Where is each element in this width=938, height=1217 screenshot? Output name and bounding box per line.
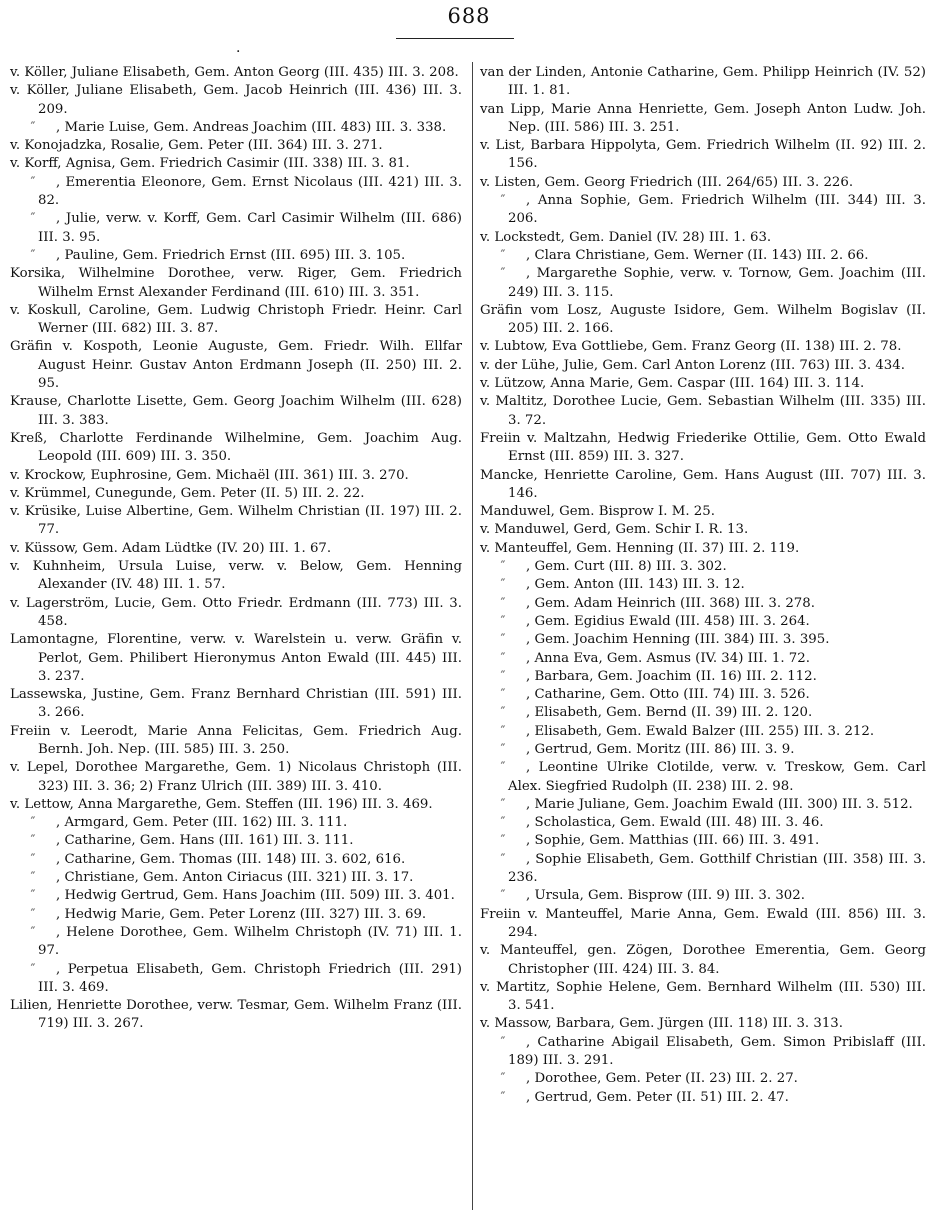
index-entry: v. Manteuffel, Gem. Henning (II. 37) III. 2. 119. <box>480 540 800 556</box>
ditto-mark: ″ <box>500 888 506 904</box>
index-entry: v. Kuhnheim, Ursula Luise, verw. v. Below, Gem. Henning Alexander (IV. 48) III. 1. 57. <box>10 559 462 593</box>
index-entry-ditto: ″ , Pauline, Gem. Friedrich Ernst (III. 695) III. 3. 105. <box>10 247 462 265</box>
index-entry: v. Köller, Juliane Elisabeth, Gem. Jacob Heinrich (III. 436) III. 3. 209. <box>10 83 462 117</box>
index-entry: v. Maltitz, Dorothee Lucie, Gem. Sebastian Wilhelm (III. 335) III. 3. 72. <box>480 394 926 428</box>
index-entry-ditto: ″ , Catharine, Gem. Thomas (III. 148) III. 3. 602, 616. <box>10 851 462 869</box>
ditto-mark: ″ <box>30 247 36 263</box>
ditto-mark: ″ <box>500 632 506 648</box>
index-entry: v. Lagerström, Lucie, Gem. Otto Friedr. Erdmann (III. 773) III. 3. 458. <box>10 595 462 629</box>
ditto-mark: ″ <box>500 559 506 575</box>
index-entry: v. der Lühe, Julie, Gem. Carl Anton Lorenz (III. 763) III. 3. 434. <box>480 357 905 373</box>
index-entry: van Lipp, Marie Anna Henriette, Gem. Joseph Anton Ludw. Joh. Nep. (III. 586) III. 3. 251. <box>480 101 926 135</box>
index-entry: v. Krümmel, Cunegunde, Gem. Peter (II. 5) III. 2. 22. <box>10 485 365 501</box>
index-entry-ditto: ″ , Scholastica, Gem. Ewald (III. 48) III. 3. 46. <box>480 814 926 832</box>
index-entry-ditto: ″ , Dorothee, Gem. Peter (II. 23) III. 2. 27. <box>480 1070 926 1088</box>
ditto-mark: ″ <box>500 613 506 629</box>
ditto-mark: ″ <box>500 1034 506 1050</box>
ditto-mark: ″ <box>500 247 506 263</box>
index-entry-ditto: ″ , Sophie Elisabeth, Gem. Gotthilf Christian (III. 358) III. 3. 236. <box>480 851 926 888</box>
ditto-mark: ″ <box>30 211 36 227</box>
index-entry: v. Manduwel, Gerd, Gem. Schir I. R. 13. <box>480 522 749 538</box>
index-entry-ditto: ″ , Leontine Ulrike Clotilde, verw. v. Treskow, Gem. Carl Alex. Siegfried Rudolph (II. 238) III. 2. 98. <box>480 759 926 796</box>
index-entry-ditto: ″ , Anna Sophie, Gem. Friedrich Wilhelm (III. 344) III. 3. 206. <box>480 192 926 229</box>
index-entry-ditto: ″ , Sophie, Gem. Matthias (III. 66) III. 3. 491. <box>480 832 926 850</box>
index-entry-ditto: ″ , Ursula, Gem. Bisprow (III. 9) III. 3. 302. <box>480 887 926 905</box>
ditto-mark: ″ <box>500 741 506 757</box>
ditto-mark: ″ <box>30 888 36 904</box>
right-column <box>480 64 926 1107</box>
index-entry-ditto: ″ , Gem. Anton (III. 143) III. 3. 12. <box>480 576 926 594</box>
index-entry-ditto: ″ , Gem. Joachim Henning (III. 384) III. 3. 395. <box>480 631 926 649</box>
index-entry: v. Lockstedt, Gem. Daniel (IV. 28) III. 1. 63. <box>480 229 772 245</box>
index-entry-ditto: ″ , Barbara, Gem. Joachim (II. 16) III. 2. 112. <box>480 668 926 686</box>
ditto-mark: ″ <box>500 851 506 867</box>
index-entry-ditto: ″ , Elisabeth, Gem. Bernd (II. 39) III. 2. 120. <box>480 704 926 722</box>
index-entry-ditto: ″ , Gem. Adam Heinrich (III. 368) III. 3. 278. <box>480 595 926 613</box>
index-entry-ditto: ″ , Hedwig Gertrud, Gem. Hans Joachim (III. 509) III. 3. 401. <box>10 887 462 905</box>
ditto-mark: ″ <box>30 961 36 977</box>
ditto-mark: ″ <box>30 174 36 190</box>
ditto-mark: ″ <box>30 870 36 886</box>
index-entry: v. Manteuffel, gen. Zögen, Dorothee Emerentia, Gem. Georg Christopher (III. 424) III. 3. 84. <box>480 943 926 977</box>
index-entry: v. Koskull, Caroline, Gem. Ludwig Christoph Friedr. Heinr. Carl Werner (III. 682) III. 3. 87. <box>10 302 462 337</box>
index-entry-ditto: ″ , Catharine, Gem. Hans (III. 161) III. 3. 111. <box>10 832 462 850</box>
header-rule <box>396 38 514 39</box>
ditto-mark: ″ <box>500 595 506 611</box>
index-entry: v. Listen, Gem. Georg Friedrich (III. 264/65) III. 3. 226. <box>480 174 854 190</box>
ditto-mark: ″ <box>500 577 506 593</box>
index-entry-ditto: ″ , Hedwig Marie, Gem. Peter Lorenz (III. 327) III. 3. 69. <box>10 906 462 924</box>
ditto-mark: ″ <box>500 723 506 739</box>
page-number: 688 <box>447 4 491 28</box>
index-entry: v. Köller, Juliane Elisabeth, Gem. Anton Georg (III. 435) III. 3. 208. <box>10 65 459 80</box>
ditto-mark: ″ <box>500 687 506 703</box>
index-entry: v. Massow, Barbara, Gem. Jürgen (III. 118) III. 3. 313. <box>480 1016 843 1032</box>
index-entry: v. Lettow, Anna Margarethe, Gem. Steffen (III. 196) III. 3. 469. <box>10 796 433 812</box>
ditto-mark: ″ <box>30 119 36 135</box>
index-entry: v. Lubtow, Eva Gottliebe, Gem. Franz Georg (II. 138) III. 2. 78. <box>480 339 902 355</box>
ditto-mark: ″ <box>500 650 506 666</box>
index-entry: v. Konojadzka, Rosalie, Gem. Peter (III. 364) III. 3. 271. <box>10 138 383 154</box>
index-entry-ditto: ″ , Julie, verw. v. Korff, Gem. Carl Casimir Wilhelm (III. 686) III. 3. 95. <box>10 210 462 247</box>
index-entry-ditto: ″ , Elisabeth, Gem. Ewald Balzer (III. 255) III. 3. 212. <box>480 723 926 741</box>
ditto-mark: ″ <box>500 1071 506 1087</box>
ditto-mark: ″ <box>500 796 506 812</box>
index-entry-ditto: ″ , Gem. Egidius Ewald (III. 458) III. 3. 264. <box>480 613 926 631</box>
ditto-mark: ″ <box>500 193 506 209</box>
index-entry: Freiin v. Manteuffel, Marie Anna, Gem. Ewald (III. 856) III. 3. 294. <box>480 906 926 940</box>
index-entry: Mancke, Henriette Caroline, Gem. Hans August (III. 707) III. 3. 146. <box>480 467 926 501</box>
ditto-mark: ″ <box>30 906 36 922</box>
index-entry: v. Korff, Agnisa, Gem. Friedrich Casimir (III. 338) III. 3. 81. <box>10 156 410 172</box>
index-entry: v. Martitz, Sophie Helene, Gem. Bernhard Wilhelm (III. 530) III. 3. 541. <box>480 979 926 1014</box>
index-entry: Gräfin v. Kospoth, Leonie Auguste, Gem. Friedr. Wilh. Ellfar August Heinr. Gustav Anton Erdmann Joseph (II. 250) III. 2. 95. <box>10 339 462 392</box>
index-entry: v. Krockow, Euphrosine, Gem. Michaël (III. 361) III. 3. 270. <box>10 467 409 483</box>
index-entry-ditto: ″ , Emerentia Eleonore, Gem. Ernst Nicolaus (III. 421) III. 3. 82. <box>10 174 462 211</box>
ditto-mark: ″ <box>500 760 506 776</box>
index-entry-ditto: ″ , Gertrud, Gem. Peter (II. 51) III. 2. 47. <box>480 1089 926 1107</box>
ditto-mark: ″ <box>500 1089 506 1105</box>
index-entry: Krause, Charlotte Lisette, Gem. Georg Joachim Wilhelm (III. 628) III. 3. 383. <box>10 394 462 428</box>
index-entry: Gräfin vom Losz, Auguste Isidore, Gem. Wilhelm Bogislav (II. 205) III. 2. 166. <box>480 302 926 337</box>
index-entry: v. Krüsike, Luise Albertine, Gem. Wilhelm Christian (II. 197) III. 2. 77. <box>10 504 462 538</box>
index-entry: Freiin v. Maltzahn, Hedwig Friederike Ottilie, Gem. Otto Ewald Ernst (III. 859) III. 3. 327. <box>480 430 926 465</box>
ditto-mark: ″ <box>30 851 36 867</box>
index-entry: v. Lützow, Anna Marie, Gem. Caspar (III. 164) III. 3. 114. <box>480 376 865 392</box>
ditto-mark: ″ <box>500 705 506 721</box>
index-entry-ditto: ″ , Marie Juliane, Gem. Joachim Ewald (III. 300) III. 3. 512. <box>480 796 926 814</box>
left-column <box>10 64 462 1034</box>
index-entry: Manduwel, Gem. Bisprow I. M. 25. <box>480 504 715 520</box>
index-entry-ditto: ″ , Margarethe Sophie, verw. v. Tornow, Gem. Joachim (III. 249) III. 3. 115. <box>480 265 926 302</box>
index-entry-ditto: ″ , Armgard, Gem. Peter (III. 162) III. 3. 111. <box>10 814 462 832</box>
column-divider <box>472 62 473 1210</box>
ditto-mark: ″ <box>30 833 36 849</box>
header-dot: · <box>236 44 241 60</box>
ditto-mark: ″ <box>500 668 506 684</box>
index-entry: Lassewska, Justine, Gem. Franz Bernhard Christian (III. 591) III. 3. 266. <box>10 687 462 721</box>
ditto-mark: ″ <box>500 833 506 849</box>
index-entry: v. List, Barbara Hippolyta, Gem. Friedrich Wilhelm (II. 92) III. 2. 156. <box>480 138 926 172</box>
index-entry-ditto: ″ , Gertrud, Gem. Moritz (III. 86) III. 3. 9. <box>480 741 926 759</box>
index-entry: Lamontagne, Florentine, verw. v. Warelstein u. verw. Gräfin v. Perlot, Gem. Philibert Hieronymus Anton Ewald (III. 445) III. 3. 237. <box>10 632 462 684</box>
index-entry: Lilien, Henriette Dorothee, verw. Tesmar, Gem. Wilhelm Franz (III. 719) III. 3. 267. <box>10 998 462 1032</box>
index-entry-ditto: ″ , Catharine Abigail Elisabeth, Gem. Simon Pribislaff (III. 189) III. 3. 291. <box>480 1034 926 1071</box>
index-entry: Freiin v. Leerodt, Marie Anna Felicitas, Gem. Friedrich Aug. Bernh. Joh. Nep. (III. 585) III. 3. 250. <box>10 723 462 757</box>
index-entry-ditto: ″ , Anna Eva, Gem. Asmus (IV. 34) III. 1. 72. <box>480 650 926 668</box>
ditto-mark: ″ <box>30 924 36 940</box>
index-entry-ditto: ″ , Helene Dorothee, Gem. Wilhelm Christoph (IV. 71) III. 1. 97. <box>10 924 462 961</box>
index-entry-ditto: ″ , Christiane, Gem. Anton Ciriacus (III. 321) III. 3. 17. <box>10 869 462 887</box>
ditto-mark: ″ <box>500 815 506 831</box>
ditto-mark: ″ <box>30 815 36 831</box>
ditto-mark: ″ <box>500 266 506 282</box>
index-entry-ditto: ″ , Clara Christiane, Gem. Werner (II. 143) III. 2. 66. <box>480 247 926 265</box>
index-entry-ditto: ″ , Perpetua Elisabeth, Gem. Christoph Friedrich (III. 291) III. 3. 469. <box>10 961 462 998</box>
index-entry: van der Linden, Antonie Catharine, Gem. Philipp Heinrich (IV. 52) III. 1. 81. <box>480 65 926 99</box>
index-entry-ditto: ″ , Catharine, Gem. Otto (III. 74) III. 3. 526. <box>480 686 926 704</box>
index-entry: v. Küssow, Gem. Adam Lüdtke (IV. 20) III. 1. 67. <box>10 540 332 556</box>
index-entry: Kreß, Charlotte Ferdinande Wilhelmine, Gem. Joachim Aug. Leopold (III. 609) III. 3. 350. <box>10 430 462 465</box>
index-entry-ditto: ″ , Marie Luise, Gem. Andreas Joachim (III. 483) III. 3. 338. <box>10 119 462 137</box>
index-entry: Korsika, Wilhelmine Dorothee, verw. Riger, Gem. Friedrich Wilhelm Ernst Alexander Ferdinand (III. 610) III. 3. 351. <box>10 266 462 300</box>
index-entry: v. Lepel, Dorothee Margarethe, Gem. 1) Nicolaus Christoph (III. 323) III. 3. 36; 2) Franz Ulrich (III. 389) III. 3. 410. <box>10 760 462 794</box>
index-entry-ditto: ″ , Gem. Curt (III. 8) III. 3. 302. <box>480 558 926 576</box>
